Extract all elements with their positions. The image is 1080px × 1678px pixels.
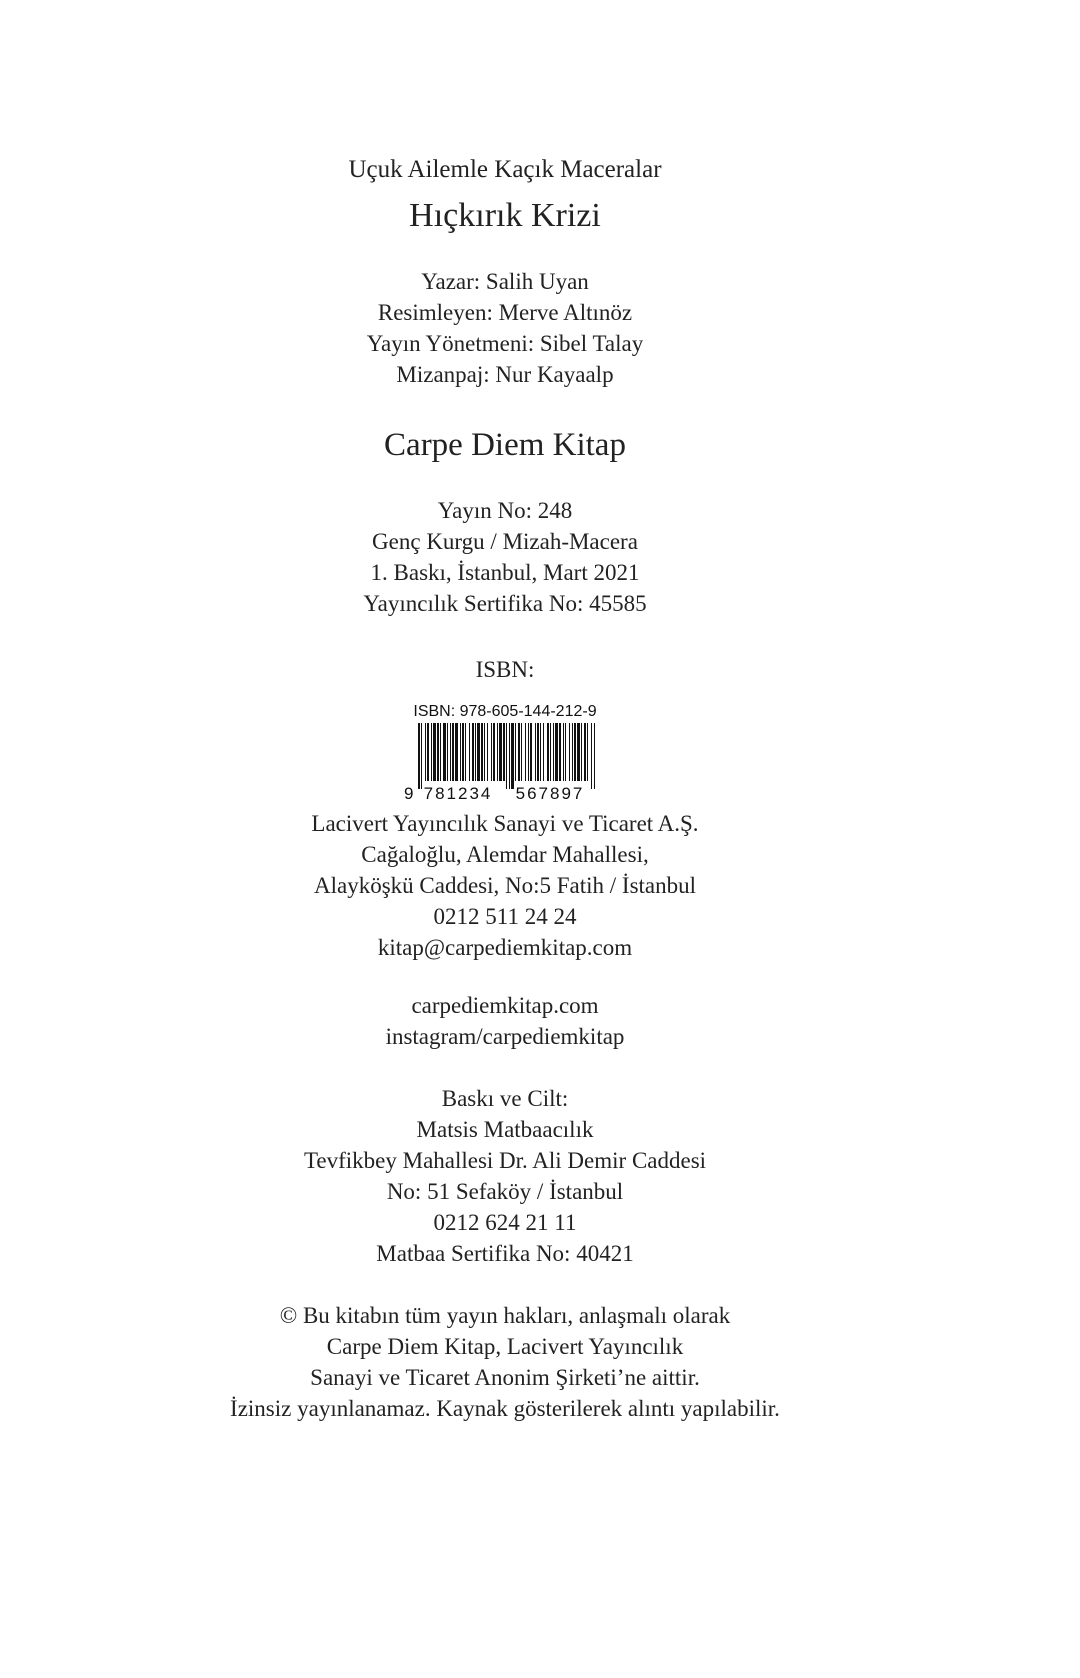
- barcode-bar: [543, 723, 544, 781]
- barcode-bar: [455, 723, 458, 781]
- barcode-bar: [525, 723, 526, 781]
- barcode-bar: [503, 723, 505, 781]
- barcode-first-digit: 9: [404, 784, 414, 803]
- publication-info: [0, 495, 1010, 619]
- genre: Genç Kurgu / Mizah-Macera: [372, 529, 638, 554]
- barcode-bar: [437, 723, 439, 781]
- barcode-bar: [547, 723, 549, 781]
- barcode-bar: [506, 723, 507, 789]
- barcode-bar: [440, 723, 441, 781]
- barcode-bar: [487, 723, 488, 781]
- series-title: Uçuk Ailemle Kaçık Maceralar: [348, 156, 662, 183]
- barcode-bar: [591, 723, 592, 789]
- barcode-bar: [447, 723, 448, 781]
- barcode-bar: [509, 723, 510, 789]
- publisher-email: kitap@carpediemkitap.com: [377, 935, 633, 960]
- publisher-certificate: Yayıncılık Sertifika No: 45585: [363, 591, 647, 616]
- barcode-bar: [493, 723, 495, 781]
- barcode-bar: [462, 723, 464, 781]
- barcode-bar: [475, 723, 476, 781]
- barcode-bar: [521, 723, 522, 781]
- barcode-bar: [460, 723, 461, 781]
- printer-phone: 0212 624 21 11: [433, 1210, 577, 1235]
- edition: 1. Baskı, İstanbul, Mart 2021: [370, 560, 640, 585]
- barcode-bar: [418, 723, 420, 789]
- printing-info: [0, 1083, 1010, 1269]
- barcode-bar: [594, 723, 595, 789]
- barcode-isbn-text: ISBN: 978-605-144-212-9: [413, 703, 597, 720]
- barcode-bar: [574, 723, 576, 781]
- barcode-bar: [587, 723, 588, 781]
- printer-name: Matsis Matbaacılık: [416, 1117, 594, 1142]
- credit-author: Yazar: Salih Uyan: [421, 269, 589, 294]
- barcode-bar: [443, 723, 446, 781]
- barcode-bar: [477, 723, 480, 781]
- copyright-line-3: Sanayi ve Ticaret Anonim Şirketi’ne aittir.: [310, 1365, 700, 1390]
- isbn-label: ISBN:: [475, 657, 535, 682]
- barcode-bar: [572, 723, 573, 781]
- barcode-bar: [425, 723, 426, 781]
- publication-number: Yayın No: 248: [437, 498, 573, 523]
- credit-layout: Mizanpaj: Nur Kayaalp: [396, 362, 614, 387]
- barcode-bar: [472, 723, 474, 781]
- barcode-bar: [427, 723, 429, 781]
- address-line-1: Cağaloğlu, Alemdar Mahallesi,: [361, 842, 649, 867]
- credit-editor: Yayın Yönetmeni: Sibel Talay: [366, 331, 644, 356]
- instagram: instagram/carpediemkitap: [385, 1024, 625, 1049]
- credits-block: [0, 266, 1010, 390]
- barcode-bar: [511, 723, 514, 789]
- company-name: Lacivert Yayıncılık Sanayi ve Ticaret A.Ş.: [311, 811, 699, 836]
- address-line-2: Alayköşkü Caddesi, No:5 Fatih / İstanbul: [313, 873, 697, 898]
- barcode-digits-right: 567897: [515, 784, 585, 803]
- barcode-bar: [537, 723, 539, 781]
- barcode-bar: [535, 723, 536, 781]
- barcode-bar: [499, 723, 502, 781]
- publisher-address: [0, 808, 1010, 963]
- barcode-digits-left: 781234: [423, 784, 493, 803]
- barcode-bar: [581, 723, 582, 781]
- barcode-bar: [431, 723, 432, 781]
- printer-address-2: No: 51 Sefaköy / İstanbul: [386, 1179, 624, 1204]
- barcode-bar: [491, 723, 492, 781]
- publisher-phone: 0212 511 24 24: [433, 904, 577, 929]
- copyright-line-4: İzinsiz yayınlanamaz. Kaynak gösterilerek alıntı yapılabilir.: [230, 1396, 780, 1421]
- isbn-barcode: [400, 703, 610, 803]
- publisher-name: Carpe Diem Kitap: [384, 427, 626, 463]
- barcode-bar: [465, 723, 466, 781]
- printing-heading: Baskı ve Cilt:: [441, 1086, 569, 1111]
- barcode-bar: [540, 723, 541, 781]
- barcode-bar: [484, 723, 485, 781]
- printer-address-1: Tevfikbey Mahallesi Dr. Ali Demir Caddesi: [303, 1148, 707, 1173]
- barcode-bar: [553, 723, 554, 781]
- barcode-bar: [530, 723, 532, 781]
- copyright-line-2: Carpe Diem Kitap, Lacivert Yayıncılık: [326, 1334, 684, 1359]
- barcode-bar: [577, 723, 580, 781]
- copyright-notice: [0, 1300, 1010, 1424]
- barcode-bar: [565, 723, 566, 781]
- barcode-bar: [563, 723, 564, 781]
- barcode-bar: [528, 723, 529, 781]
- web-links: [0, 990, 1010, 1052]
- barcode-bar: [550, 723, 551, 781]
- barcode-bar: [518, 723, 520, 781]
- website: carpediemkitap.com: [411, 993, 599, 1018]
- barcode-bar: [481, 723, 483, 781]
- barcode-bar: [559, 723, 561, 781]
- book-title: Hıçkırık Krizi: [409, 197, 601, 234]
- barcode-bar: [452, 723, 454, 781]
- barcode-bar: [450, 723, 451, 781]
- barcode-bar: [421, 723, 422, 789]
- barcode-bar: [433, 723, 436, 781]
- printer-certificate: Matbaa Sertifika No: 40421: [376, 1241, 634, 1266]
- barcode-bar: [584, 723, 586, 781]
- barcode-bars: [400, 723, 610, 803]
- barcode-bar: [497, 723, 498, 781]
- copyright-line-1: © Bu kitabın tüm yayın hakları, anlaşmalı olarak: [279, 1303, 731, 1328]
- credit-illustrator: Resimleyen: Merve Altınöz: [377, 300, 633, 325]
- barcode-bar: [555, 723, 558, 781]
- barcode-bar: [469, 723, 470, 781]
- barcode-bar: [569, 723, 570, 781]
- barcode-bar: [515, 723, 516, 781]
